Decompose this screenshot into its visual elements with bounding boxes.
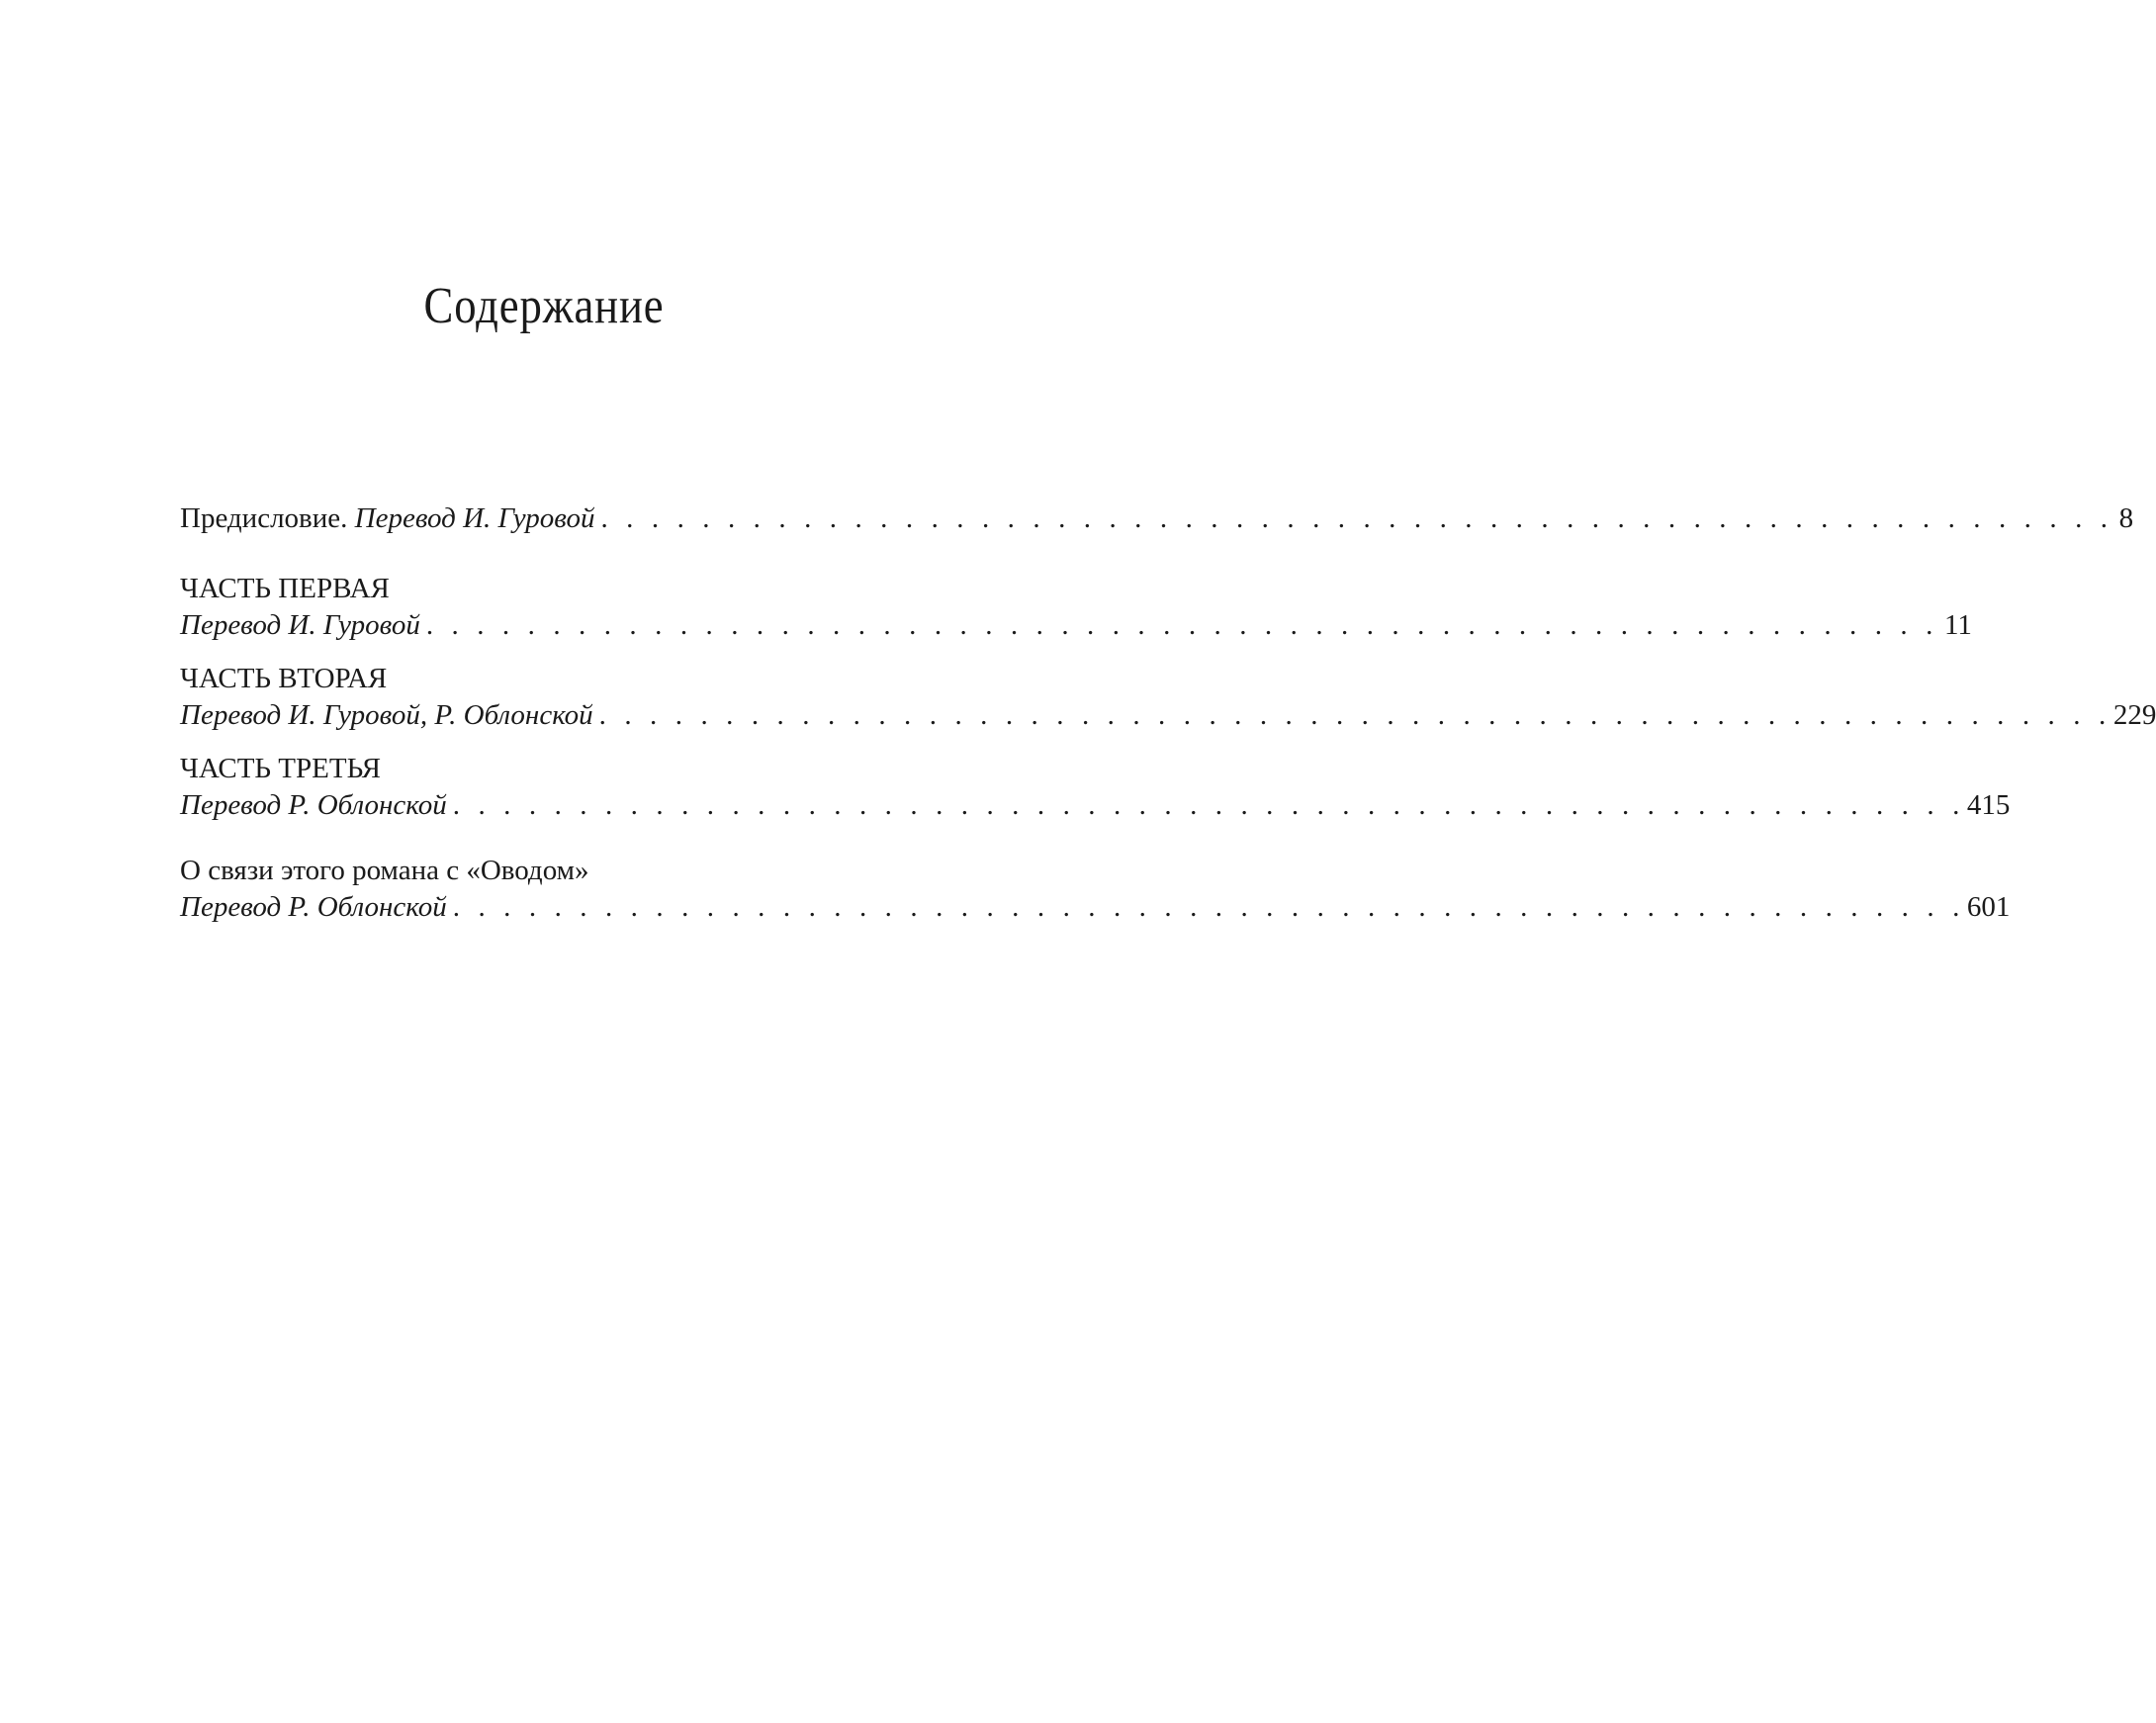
dot-leader: . . . . . . . . . . . . . . . . . . . . . . . . . . . . . . . . . . . . . . . . . . . . . . . . . . . . . . . . . . . .	[452, 789, 1965, 821]
entry-title: О связи этого романа с «Оводом»	[180, 855, 589, 886]
page-number: 229	[2112, 699, 2156, 731]
toc-entry-preface[interactable]	[180, 500, 2134, 537]
entry-title: Предисловие.	[180, 502, 348, 534]
part-heading: ЧАСТЬ ТРЕТЬЯ	[180, 753, 382, 784]
part-heading: ЧАСТЬ ВТОРАЯ	[180, 663, 388, 694]
dot-leader: . . . . . . . . . . . . . . . . . . . . . . . . . . . . . . . . . . . . . . . . . . . . . . . . . . . . . . . . . . . .	[598, 699, 2111, 731]
toc-entry-afterword[interactable]	[180, 853, 2011, 926]
page-number: 8	[2118, 502, 2134, 534]
entry-translator: Перевод Р. Облонской	[180, 891, 447, 923]
page-title: Содержание	[423, 278, 665, 334]
toc-entry-part-two[interactable]	[180, 661, 2156, 734]
dot-leader: . . . . . . . . . . . . . . . . . . . . . . . . . . . . . . . . . . . . . . . . . . . . . . . . . . . . . . . . . . . .	[425, 609, 1938, 641]
dot-leader: . . . . . . . . . . . . . . . . . . . . . . . . . . . . . . . . . . . . . . . . . . . . . . . . . . . . . . . . . . . .	[600, 502, 2113, 534]
entry-translator: Перевод И. Гуровой	[180, 609, 420, 641]
entry-translator: Перевод И. Гуровой	[354, 502, 595, 534]
toc-entry-part-one[interactable]	[180, 571, 1972, 644]
dot-leader: . . . . . . . . . . . . . . . . . . . . . . . . . . . . . . . . . . . . . . . . . . . . . . . . . . . . . . . . . . . .	[452, 891, 1965, 923]
entry-translator: Перевод Р. Облонской	[180, 789, 447, 821]
page-number: 601	[1966, 891, 2011, 923]
page-number: 415	[1966, 789, 2011, 821]
toc-entry-part-three[interactable]	[180, 751, 2011, 824]
table-of-contents	[180, 500, 2156, 926]
part-heading: ЧАСТЬ ПЕРВАЯ	[180, 573, 390, 604]
page-number: 11	[1943, 609, 1972, 641]
entry-translator: Перевод И. Гуровой, Р. Облонской	[180, 699, 593, 731]
